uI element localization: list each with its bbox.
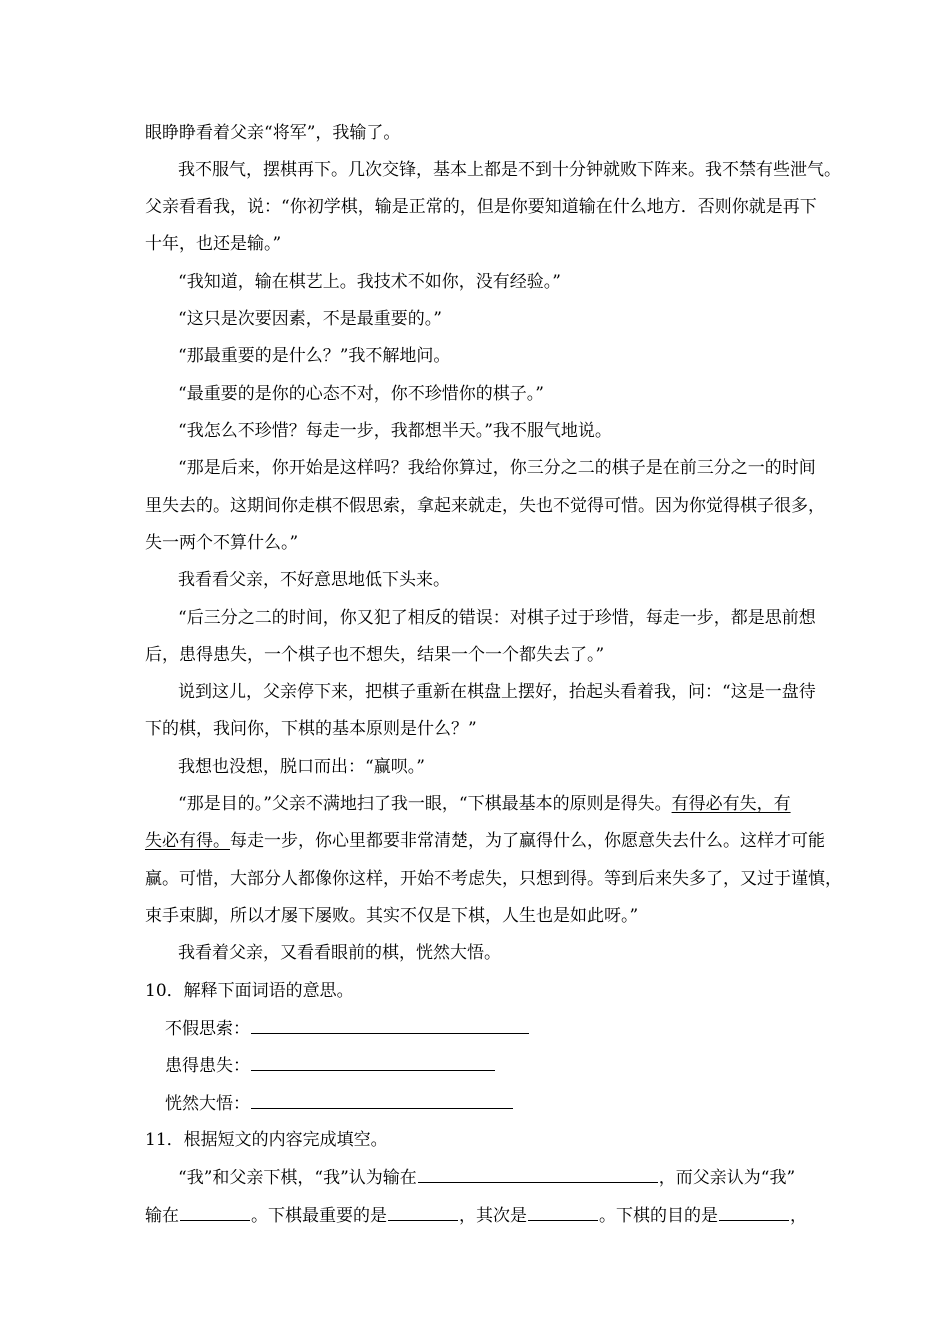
text-line: 我不服气，摆棋再下。几次交锋，基本上都是不到十分钟就败下阵来。我不禁有些泄气。 — [178, 160, 841, 180]
answer-blank[interactable] — [388, 1204, 458, 1221]
text-span: 。下棋最重要的是 — [251, 1206, 387, 1226]
text-line: 我想也没想，脱口而出：“赢呗。” — [178, 757, 425, 777]
underlined-text: 有得必有失，有 — [671, 794, 791, 814]
text-span: “那是目的。”父亲不满地扫了我一眼，“下棋最基本的原则是得失。 — [178, 794, 672, 814]
text-line: 失一两个不算什么。” — [145, 533, 299, 553]
text-line: “那最重要的是什么？”我不解地问。 — [178, 346, 451, 366]
text-span: ，其次是 — [459, 1206, 527, 1226]
text-span: 每走一步，你心里都要非常清楚，为了赢得什么，你愿意失去什么。这样才可能 — [230, 831, 825, 851]
answer-blank[interactable] — [251, 1017, 529, 1034]
text-line: “后三分之二的时间，你又犯了相反的错误：对棋子过于珍惜，每走一步，都是思前想 — [178, 608, 816, 628]
answer-blank[interactable] — [251, 1054, 495, 1071]
underlined-text: 失必有得。 — [145, 831, 230, 851]
text-span: 。下棋的目的是 — [599, 1206, 718, 1226]
text-line: 父亲看看我，说：“你初学棋，输是正常的，但是你要知道输在什么地方．否则你就是再下 — [145, 197, 817, 217]
answer-blank[interactable] — [528, 1204, 598, 1221]
text-line: 十年，也还是输。” — [145, 234, 282, 254]
text-span: ， — [790, 1206, 807, 1226]
q10-label: 患得患失： — [165, 1056, 250, 1076]
text-span: “我”和父亲下棋，“我”认为输在 — [178, 1168, 417, 1188]
q11-line — [145, 1204, 807, 1227]
text-line: 里失去的。这期间你走棋不假思索，拿起来就走，失也不觉得可惜。因为你觉得棋子很多， — [145, 496, 825, 516]
q10-item — [165, 1092, 514, 1115]
text-span: 输在 — [145, 1206, 179, 1226]
text-line: “最重要的是你的心态不对，你不珍惜你的棋子。” — [178, 384, 544, 404]
q10-label: 恍然大悟： — [165, 1094, 250, 1114]
text-line — [145, 830, 825, 852]
q10-item — [165, 1054, 496, 1077]
answer-blank[interactable] — [418, 1166, 658, 1183]
text-span: ，而父亲认为“我” — [658, 1168, 796, 1188]
question-11-title: 11．根据短文的内容完成填空。 — [145, 1130, 388, 1150]
text-line: “我知道，输在棋艺上。我技术不如你，没有经验。” — [178, 272, 561, 292]
text-line: 我看着父亲，又看看眼前的棋，恍然大悟。 — [178, 943, 501, 963]
text-line: “这只是次要因素，不是最重要的。” — [178, 309, 442, 329]
text-line: “那是后来，你开始是这样吗？我给你算过，你三分之二的棋子是在前三分之一的时间 — [178, 458, 816, 478]
question-10-title: 10．解释下面词语的意思。 — [145, 981, 354, 1001]
answer-blank[interactable] — [251, 1092, 513, 1109]
text-line — [178, 793, 791, 815]
text-line: 束手束脚，所以才屡下屡败。其实不仅是下棋，人生也是如此呀。” — [145, 906, 639, 926]
q10-label: 不假思索： — [165, 1019, 250, 1039]
text-line: 我看看父亲，不好意思地低下头来。 — [178, 570, 450, 590]
q11-line — [178, 1166, 795, 1189]
answer-blank[interactable] — [719, 1204, 789, 1221]
text-line: 下的棋，我问你，下棋的基本原则是什么？” — [145, 719, 477, 739]
answer-blank[interactable] — [180, 1204, 250, 1221]
text-line: 眼睁睁看着父亲“将军”，我输了。 — [145, 123, 401, 143]
text-line: 赢。可惜，大部分人都像你这样，开始不考虑失，只想到得。等到后来失多了，又过于谨慎， — [145, 869, 842, 889]
q10-item — [165, 1017, 530, 1040]
text-line: 说到这儿，父亲停下来，把棋子重新在棋盘上摆好，抬起头看着我，问：“这是一盘待 — [178, 682, 816, 702]
text-line: 后，患得患失，一个棋子也不想失，结果一个一个都失去了。” — [145, 645, 605, 665]
text-line: “我怎么不珍惜？每走一步，我都想半天。”我不服气地说。 — [178, 421, 612, 441]
